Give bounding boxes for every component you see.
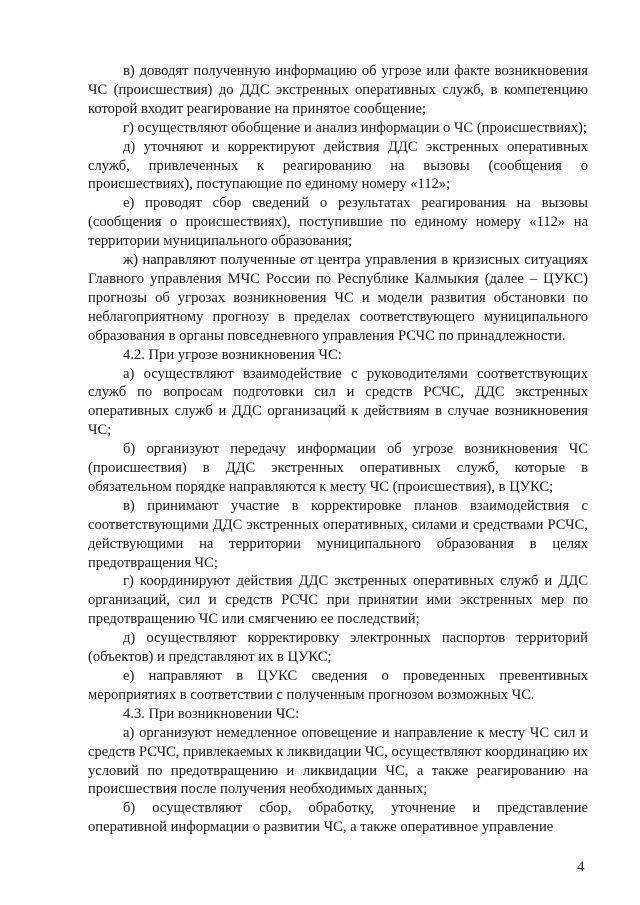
document-body: [88, 62, 588, 837]
paragraph-e-preventive: е) направляют в ЦУКС сведения о проведенных превентивных мероприятиях в соответствии с полученным прогнозом возможных ЧС.: [88, 668, 588, 703]
paragraph-d-passports: д) осуществляют корректировку электронных паспортов территорий (объектов) и представляют их в ЦУКС;: [88, 630, 588, 666]
paragraph-v-report-threat: в) доводят полученную информацию об угрозе или факте возникновения ЧС (происшествия) до ДДС экстренных оперативных служб, в компетенцию которой входит реагирование на принятое сообщение;: [88, 63, 588, 117]
page-number: 4: [577, 859, 585, 875]
paragraph-d-clarify-actions: д) уточняют и корректируют действия ДДС экстренных оперативных служб, привлеченных к реагированию на вызовы (сообщения о происшествиях), поступающие по единому номеру «112»;: [88, 138, 588, 193]
paragraph-g-analysis: г) осуществляют обобщение и анализ информации о ЧС (происшествиях);: [123, 119, 587, 136]
paragraph-a-interaction: а) осуществляют взаимодействие с руководителями соответствующих служб по вопросам подготовки сил и средств РСЧС, ДДС экстренных оперативных служб и ДДС организаций к действиям в случае возникновения ЧС;: [88, 365, 588, 439]
paragraph-b-collect-info: б) осуществляют сбор, обработку, уточнение и представление оперативной информации о развитии ЧС, а также оперативное управление: [88, 800, 588, 836]
paragraph-a-alert: а) организуют немедленное оповещение и направление к месту ЧС сил и средств РСЧС, привлекаемых к ликвидации ЧС, осуществляют координацию их условий по предотвращению и ликвидации ЧС, а также реагированию на происшествия после получения необходимых данных;: [88, 724, 588, 798]
paragraph-b-transfer-info: б) организуют передачу информации об угрозе возникновения ЧС (происшествия) в ДДС экстренных оперативных служб, которые в обязательном порядке направляются к месту ЧС (происшествия), в ЦУКС;: [88, 441, 588, 495]
paragraph-g-coordinate: г) координируют действия ДДС экстренных оперативных служб и ДДС организаций, сил и средств РСЧС при принятии ими экстренных мер по предотвращению ЧС или смягчению ее последствий;: [88, 573, 588, 628]
paragraph-e-collect-results: е) проводят сбор сведений о результатах реагирования на вызовы (сообщения о происшествиях), поступившие по единому номеру «112» на территории муниципального образования;: [88, 195, 588, 250]
paragraph-zh-forward-forecasts: ж) направляют полученные от центра управления в кризисных ситуациях Главного управления МЧС России по Республике Калмыкия (далее – ЦУКС) прогнозы об угрозах возникновения ЧС и модели развития обстановки по неблагоприятному прогнозу в пределах соответствующего муниципального образования в органы повседневного управления РСЧС по принадлежности.: [88, 252, 588, 344]
paragraph-v-correct-plans: в) принимают участие в корректировке планов взаимодействия с соответствующими ДДС экстренных оперативных, силами и средствами РСЧС, действующими на территории муниципального образования в целях предотвращения ЧС;: [88, 497, 588, 571]
section-heading-4-2: 4.2. При угрозе возникновения ЧС:: [123, 346, 342, 363]
section-heading-4-3: 4.3. При возникновении ЧС:: [123, 705, 300, 722]
